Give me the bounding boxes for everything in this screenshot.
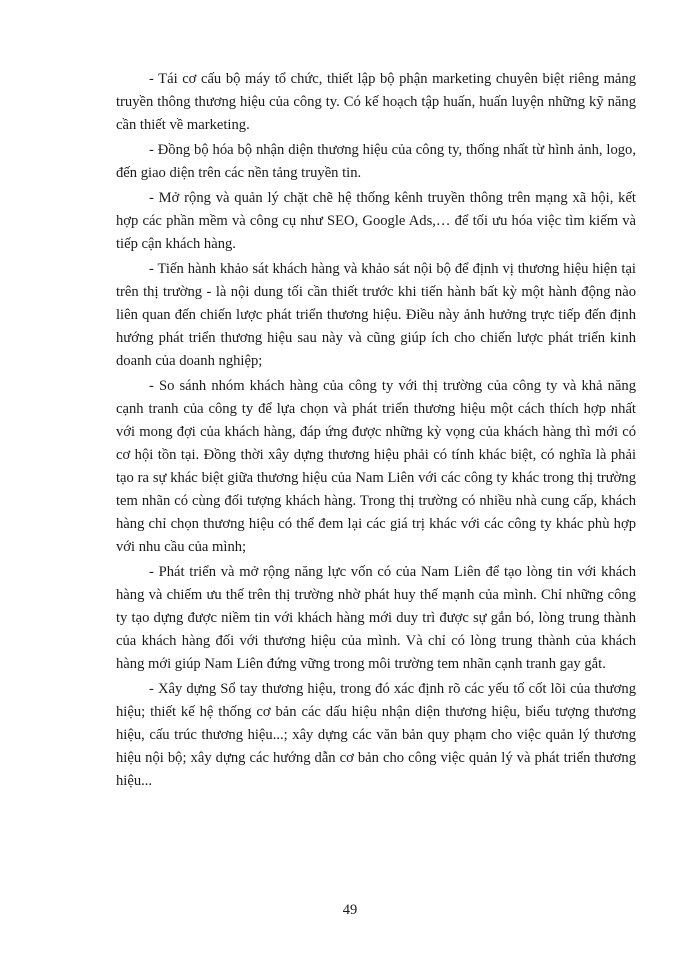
paragraph-compare-customer-groups: - So sánh nhóm khách hàng của công ty với thị trường của công ty và khả năng cạnh tranh của công ty để lựa chọn và phát triển thương hiệu một cách thích hợp nhất với mong đợi của khách hàng, đáp ứng được những kỳ vọng của khách hàng thì mới có cơ hội tồn tại. Đồng thời xây dựng thương hiệu phải có tính khác biệt, có nghĩa là phải tạo ra sự khác biệt giữa thương hiệu của Nam Liên với các công ty khác trong thị trường tem nhãn có cùng đối tượng khách hàng. Trong thị trường có nhiều nhà cung cấp, khách hàng chỉ chọn thương hiệu có thể đem lại các giá trị khác với các công ty khác phù hợp với nhu cầu của mình; <box>116 378 636 555</box>
page-number: 49 <box>342 902 358 918</box>
paragraph-social-media-channels: - Mở rộng và quản lý chặt chẽ hệ thống kênh truyền thông trên mạng xã hội, kết hợp các phần mềm và công cụ như SEO, Google Ads,… để tối ưu hóa việc tìm kiếm và tiếp cận khách hàng. <box>116 190 636 252</box>
paragraph-brand-identity: - Đồng bộ hóa bộ nhận diện thương hiệu của công ty, thống nhất từ hình ảnh, logo, đến giao diện trên các nền tảng truyền tin. <box>116 142 636 181</box>
paragraph-restructure-organization: - Tái cơ cấu bộ máy tổ chức, thiết lập bộ phận marketing chuyên biệt riêng mảng truyền thông thương hiệu của công ty. Có kế hoạch tập huấn, huấn luyện những kỹ năng cần thiết về marketing. <box>116 71 636 133</box>
paragraph-customer-survey: - Tiến hành khảo sát khách hàng và khảo sát nội bộ để định vị thương hiệu hiện tại trên thị trường - là nội dung tối cần thiết trước khi tiến hành bất kỳ một hành động nào liên quan đến chiến lược phát triển thương hiệu. Điều này ảnh hưởng trực tiếp đến định hướng phát triển thương hiệu sau này và cũng giúp ích cho chiến lược phát triển kinh doanh của doanh nghiệp; <box>116 261 636 369</box>
paragraph-develop-capabilities: - Phát triển và mở rộng năng lực vốn có của Nam Liên để tạo lòng tin với khách hàng và chiếm ưu thế trên thị trường nhờ phát huy thế mạnh của mình. Chỉ những công ty tạo dựng được niềm tin với khách hàng mới duy trì được sự gắn bó, lòng trung thành của khách hàng đối với thương hiệu của mình. Và chỉ có lòng trung thành của khách hàng mới giúp Nam Liên đứng vững trong môi trường tem nhãn cạnh tranh gay gắt. <box>116 564 636 672</box>
body-text <box>116 68 636 795</box>
paragraph-brand-handbook: - Xây dựng Sổ tay thương hiệu, trong đó xác định rõ các yếu tố cốt lõi của thương hiệu; thiết kế hệ thống cơ bản các dấu hiệu nhận diện thương hiệu, biểu tượng thương hiệu, cấu trúc thương hiệu...; xây dựng các văn bản quy phạm cho việc quản lý thương hiệu nội bộ; xây dựng các hướng dẫn cơ bản cho công việc quản lý và phát triển thương hiệu... <box>116 681 636 789</box>
